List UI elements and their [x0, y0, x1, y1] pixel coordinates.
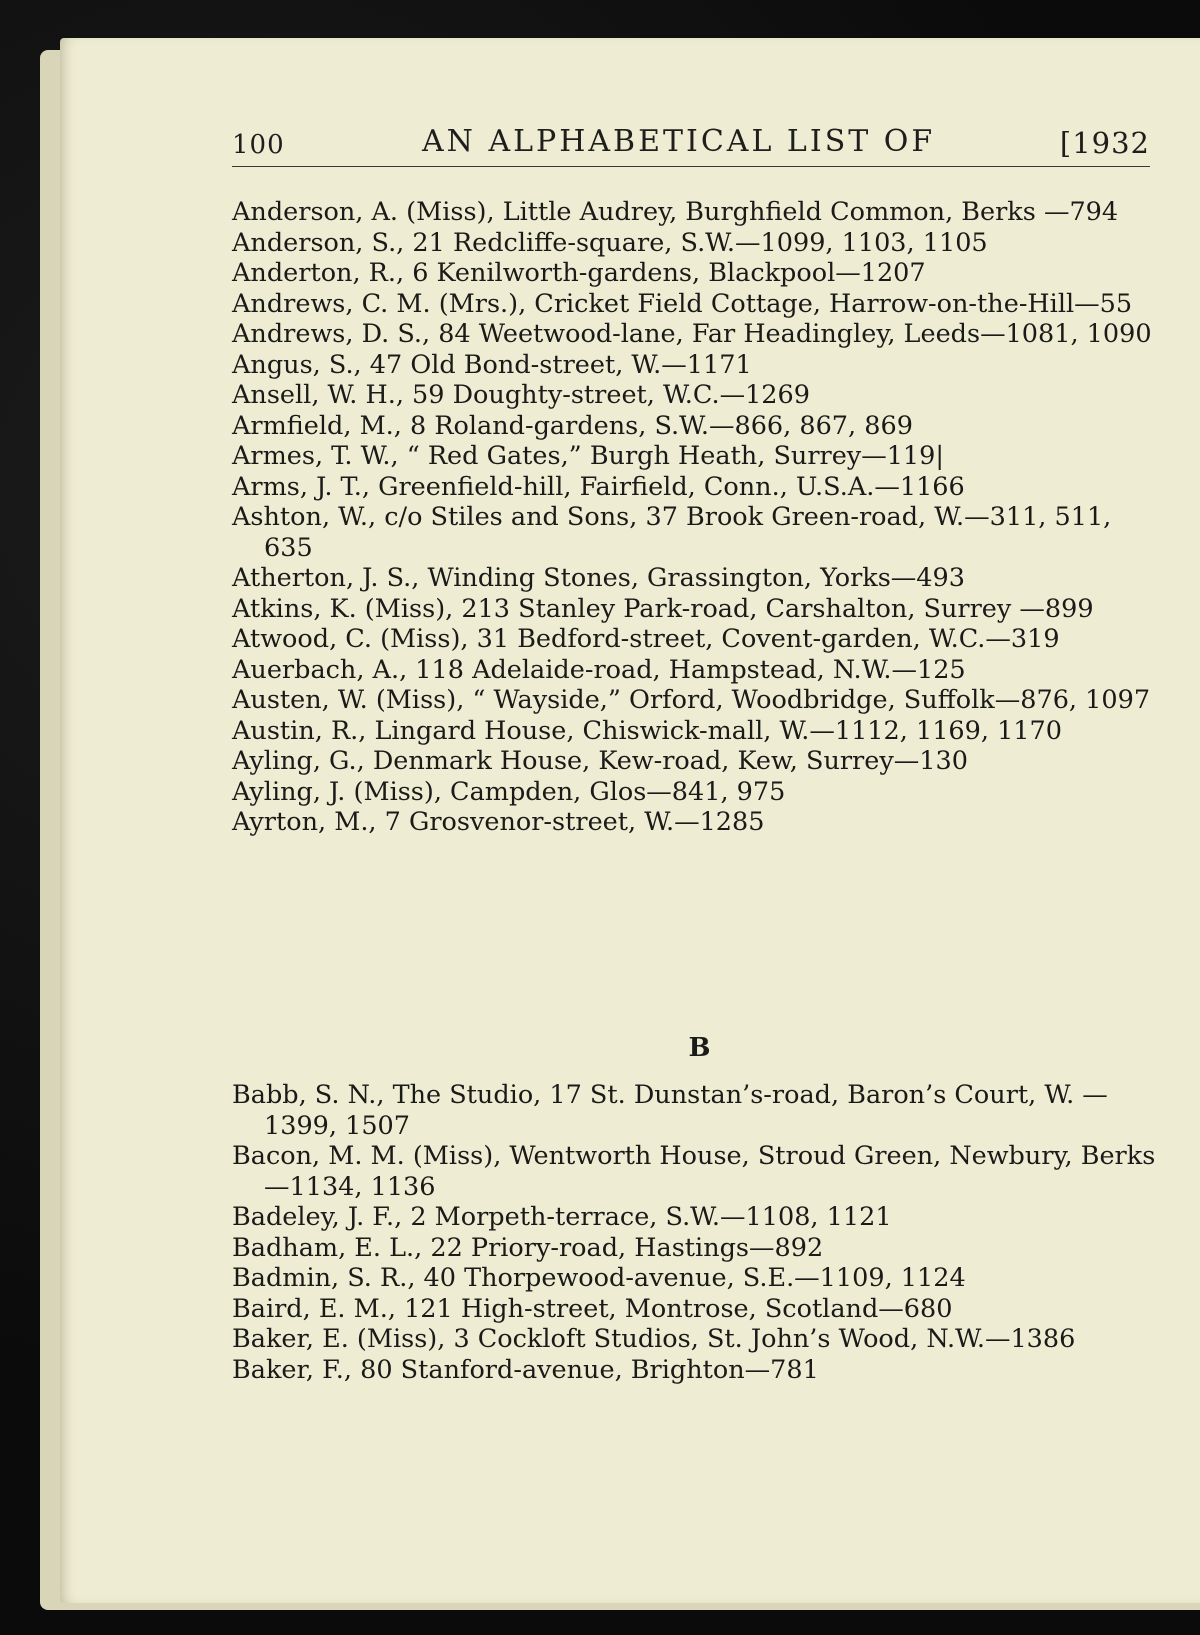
list-entry: Ayling, J. (Miss), Campden, Glos—841, 975	[232, 776, 786, 807]
list-entry: Angus, S., 47 Old Bond-street, W.—1171	[232, 349, 752, 380]
year-mark: [1932	[1059, 126, 1150, 160]
list-entry: Auerbach, A., 118 Adelaide-road, Hampstead, N.W.—125	[232, 654, 966, 685]
list-entry: Armes, T. W., “ Red Gates,” Burgh Heath, Surrey—119|	[232, 441, 944, 471]
list-entry: Badmin, S. R., 40 Thorpewood-avenue, S.E.—1109, 1124	[232, 1263, 966, 1293]
list-entry: Andrews, C. M. (Mrs.), Cricket Field Cottage, Harrow-on-the-Hill—55	[232, 288, 1133, 319]
entry-list-b	[232, 1080, 1167, 1385]
list-entry: Bacon, M. M. (Miss), Wentworth House, Stroud Green, Newbury, Berks—1134, 1136	[232, 1141, 1156, 1202]
list-entry: Austin, R., Lingard House, Chiswick-mall, W.—1112, 1169, 1170	[232, 715, 1062, 746]
list-entry: Ayrton, M., 7 Grosvenor-street, W.—1285	[232, 807, 765, 837]
section-heading-b: B	[688, 1033, 711, 1063]
page-title: AN ALPHABETICAL LIST OF	[422, 124, 936, 159]
list-entry: Baker, E. (Miss), 3 Cockloft Studios, St. John’s Wood, N.W.—1386	[232, 1324, 1076, 1354]
list-entry: Badham, E. L., 22 Priory-road, Hastings—892	[232, 1232, 824, 1263]
list-entry: Anderton, R., 6 Kenilworth-gardens, Blackpool—1207	[232, 258, 926, 288]
list-entry: Babb, S. N., The Studio, 17 St. Dunstan’s-road, Baron’s Court, W. —1399, 1507	[232, 1080, 1108, 1141]
list-entry: Ashton, W., c/o Stiles and Sons, 37 Brook Green-road, W.—311, 511, 635	[232, 502, 1112, 563]
list-entry: Atherton, J. S., Winding Stones, Grassington, Yorks—493	[232, 563, 965, 593]
list-entry: Anderson, S., 21 Redcliffe-square, S.W.—1099, 1103, 1105	[232, 227, 988, 258]
list-entry: Atkins, K. (Miss), 213 Stanley Park-road, Carshalton, Surrey —899	[232, 593, 1094, 624]
list-entry: Arms, J. T., Greenfield-hill, Fairfield, Conn., U.S.A.—1166	[232, 471, 965, 502]
list-entry: Austen, W. (Miss), “ Wayside,” Orford, Woodbridge, Suffolk—876, 1097	[232, 685, 1151, 715]
list-entry: Baker, F., 80 Stanford-avenue, Brighton—781	[232, 1354, 819, 1385]
entry-list-a	[232, 197, 1167, 838]
page-number: 100	[232, 130, 285, 160]
list-entry: Badeley, J. F., 2 Morpeth-terrace, S.W.—1108, 1121	[232, 1202, 892, 1232]
list-entry: Andrews, D. S., 84 Weetwood-lane, Far Headingley, Leeds—1081, 1090	[232, 319, 1152, 349]
list-entry: Ayling, G., Denmark House, Kew-road, Kew, Surrey—130	[232, 746, 968, 776]
list-entry: Baird, E. M., 121 High-street, Montrose, Scotland—680	[232, 1293, 953, 1324]
running-head	[232, 118, 1150, 167]
list-entry: Armfield, M., 8 Roland-gardens, S.W.—866, 867, 869	[232, 410, 913, 441]
list-entry: Ansell, W. H., 59 Doughty-street, W.C.—1269	[232, 380, 810, 410]
list-entry: Anderson, A. (Miss), Little Audrey, Burghfield Common, Berks —794	[232, 197, 1119, 227]
list-entry: Atwood, C. (Miss), 31 Bedford-street, Covent-garden, W.C.—319	[232, 624, 1060, 654]
